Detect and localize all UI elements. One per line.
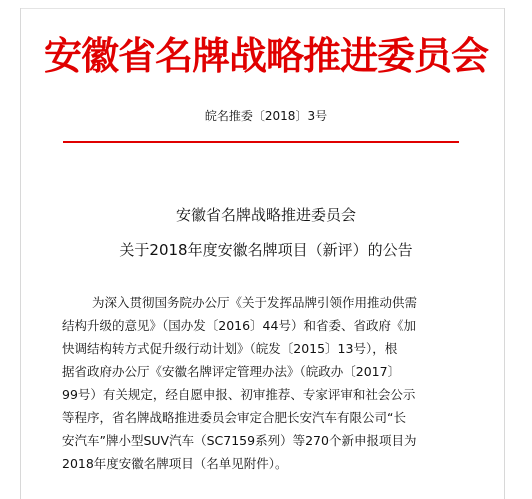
body-line: 2018年度安徽名牌项目（名单见附件）。 (62, 456, 288, 471)
body-line: 安汽车”牌小型SUV汽车（SC7159系列）等270个新申报项目为 (62, 433, 417, 448)
organization-title: 安徽省名牌战略推进委员会 (43, 33, 488, 78)
notice-heading-line2: 关于2018年度安徽名牌项目（新评）的公告 (119, 241, 413, 259)
body-line: 99号）有关规定，经自愿申报、初审推荐、专家评审和社会公示 (62, 387, 416, 402)
body-line: 结构升级的意见》（国办发〔2016〕44号）和省委、省政府《加 (62, 318, 416, 333)
page-border-right (504, 8, 505, 499)
red-divider-line (63, 141, 459, 143)
notice-heading-line1: 安徽省名牌战略推进委员会 (175, 206, 356, 224)
body-line: 等程序，省名牌战略推进委员会审定合肥长安汽车有限公司“长 (62, 410, 406, 425)
body-line: 为深入贯彻国务院办公厅《关于发挥品牌引领作用推动供需 (92, 295, 418, 310)
page-border-left (20, 8, 21, 499)
body-line: 快调结构转方式促升级行动计划》（皖发〔2015〕13号），根 (62, 341, 398, 356)
document-number: 皖名推委〔2018〕3号 (204, 109, 328, 123)
body-line: 据省政府办公厅《安徽名牌评定管理办法》（皖政办〔2017〕 (62, 364, 401, 379)
page-border-top (20, 8, 505, 9)
